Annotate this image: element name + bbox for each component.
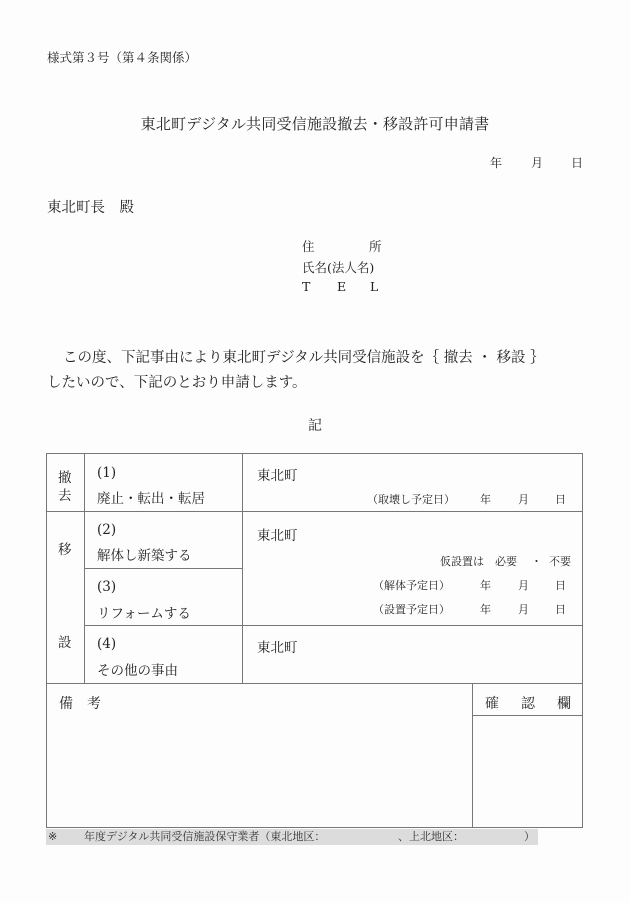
relocation-town: 東北町 — [257, 528, 298, 544]
other-reason-town: 東北町 — [257, 640, 298, 656]
removal-town: 東北町 — [257, 468, 298, 484]
removal-date-label: （取壊し予定日） — [367, 493, 455, 506]
removal-date-day: 日 — [555, 493, 566, 506]
ki-heading: 記 — [308, 418, 322, 434]
confirm-label-2: 認 — [521, 696, 535, 712]
divider — [84, 568, 242, 569]
footnote-close: ） — [524, 830, 535, 843]
temp-install-label: 仮設置は — [440, 555, 484, 568]
divider — [47, 683, 582, 684]
date-year-label: 年 — [490, 156, 503, 170]
category-removal-2: 去 — [58, 488, 72, 504]
divider — [242, 454, 243, 683]
footnote — [46, 829, 538, 845]
remarks-label: 備 考 — [59, 696, 101, 712]
removal-date-month: 月 — [518, 493, 529, 506]
item-1-number: (1) — [97, 465, 117, 481]
item-3-number: (3) — [97, 579, 117, 595]
item-2-number: (2) — [97, 522, 117, 538]
removal-date-year: 年 — [480, 493, 491, 506]
confirm-field — [473, 716, 582, 827]
confirm-label-3: 欄 — [557, 696, 571, 712]
item-2-label: 解体し新築する — [97, 548, 192, 564]
divider — [84, 625, 582, 626]
item-3-label: リフォームする — [97, 606, 191, 622]
demolish-date-month: 月 — [518, 579, 529, 592]
addressee: 東北町長 殿 — [47, 200, 134, 216]
applicant-address-label-1: 住 — [302, 239, 315, 254]
remarks-field[interactable] — [47, 716, 471, 827]
application-table — [46, 453, 583, 828]
applicant-tel-l: L — [370, 279, 379, 294]
applicant-name-label: 氏名(法人名) — [302, 260, 375, 275]
install-date-month: 月 — [518, 603, 529, 616]
date-month-label: 月 — [531, 156, 544, 170]
document-title: 東北町デジタル共同受信施設撤去・移設許可申請書 — [140, 115, 490, 133]
date-day-label: 日 — [571, 156, 584, 170]
item-4-label: その他の事由 — [97, 663, 178, 679]
footnote-text-2: 、上北地区： — [398, 830, 464, 843]
category-removal-1: 撤 — [58, 470, 72, 486]
category-relocation-2: 設 — [58, 635, 72, 651]
confirm-label-1: 確 — [485, 696, 499, 712]
body-text-line-2: したいので、下記のとおり申請します。 — [47, 375, 307, 391]
install-date-day: 日 — [555, 603, 566, 616]
footnote-text: 年度デジタル共同受信施設保守業者（東北地区： — [84, 830, 326, 843]
applicant-tel-t: T — [302, 279, 311, 294]
footnote-mark: ※ — [48, 830, 58, 843]
demolish-date-year: 年 — [480, 579, 491, 592]
body-text-line-1: この度、下記事由により東北町デジタル共同受信施設を｛ 撤去 ・ 移設 ｝ — [63, 350, 545, 366]
form-number: 様式第３号（第４条関係） — [47, 50, 198, 65]
item-4-number: (4) — [97, 636, 117, 652]
applicant-address-label-2: 所 — [369, 239, 382, 254]
applicant-tel-e: E — [337, 279, 347, 294]
item-1-label: 廃止・転出・転居 — [97, 491, 205, 507]
demolish-date-label: （解体予定日） — [373, 579, 450, 592]
install-date-label: （設置予定日） — [373, 603, 450, 616]
divider — [47, 511, 582, 512]
demolish-date-day: 日 — [555, 579, 566, 592]
install-date-year: 年 — [480, 603, 491, 616]
temp-install-separator: ・ — [531, 555, 542, 568]
category-relocation-1: 移 — [58, 542, 72, 558]
temp-install-required-option[interactable]: 必要 — [495, 555, 517, 568]
temp-install-not-required-option[interactable]: 不要 — [549, 555, 571, 568]
